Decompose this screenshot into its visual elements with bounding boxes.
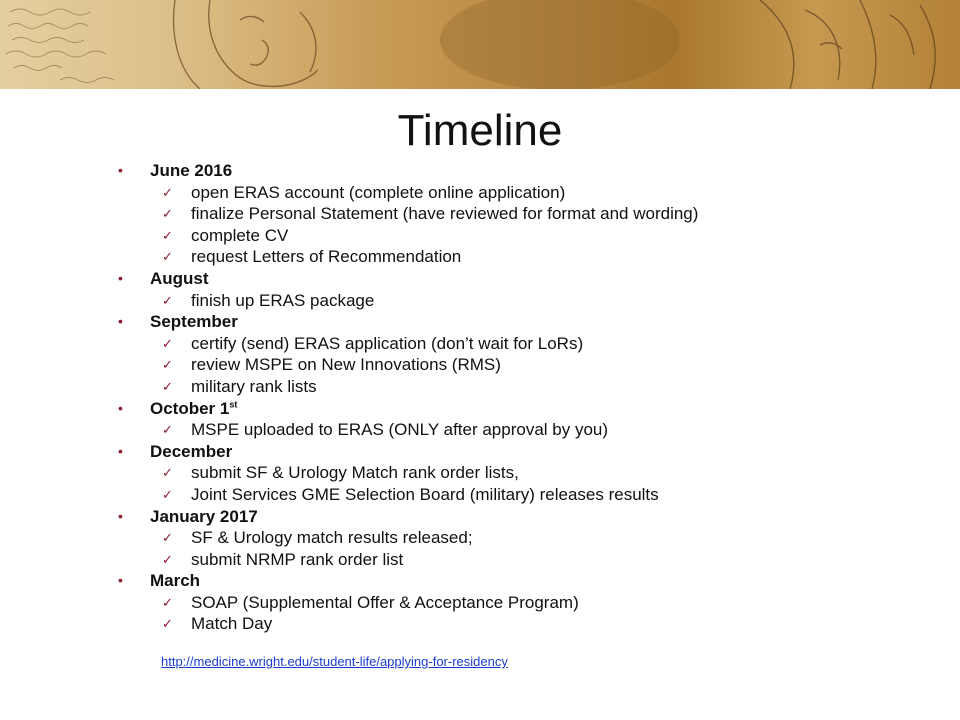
bullet-icon: • (118, 507, 123, 524)
group-heading: • June 2016 (118, 161, 233, 180)
sketch-artwork-image (0, 0, 960, 89)
list-item: ✓ review MSPE on New Innovations (RMS) (162, 355, 501, 375)
timeline-group-october (118, 398, 898, 441)
timeline-group-december (118, 441, 898, 506)
residency-info-link[interactable]: http://medicine.wright.edu/student-life/applying-for-residency (161, 654, 508, 669)
checkmark-icon: ✓ (162, 378, 173, 394)
ordinal-suffix: st (229, 398, 238, 409)
list-item: ✓ Match Day (162, 614, 273, 634)
checkmark-icon: ✓ (162, 551, 173, 567)
list-item: ✓ submit NRMP rank order list (162, 549, 404, 569)
checkmark-icon: ✓ (162, 249, 173, 265)
list-item: ✓ MSPE uploaded to ERAS (ONLY after approval by you) (162, 420, 609, 440)
checkmark-icon: ✓ (162, 206, 173, 222)
timeline-list (118, 160, 898, 635)
checkmark-icon: ✓ (162, 594, 173, 610)
bullet-icon: • (118, 269, 123, 286)
bullet-icon: • (118, 313, 123, 330)
group-heading: • October 1st (118, 398, 238, 418)
list-item: ✓ SF & Urology match results released; (162, 528, 473, 548)
bullet-icon: • (118, 399, 123, 416)
timeline-group-march (118, 570, 898, 635)
group-heading: • August (118, 268, 209, 288)
timeline-group-september (118, 311, 898, 397)
checkmark-icon: ✓ (162, 486, 173, 502)
list-item: ✓ finalize Personal Statement (have reviewed for format and wording) (162, 204, 699, 224)
list-item: ✓ finish up ERAS package (162, 290, 375, 310)
checkmark-icon: ✓ (162, 616, 173, 632)
list-item: ✓ request Letters of Recommendation (162, 247, 462, 267)
checkmark-icon: ✓ (162, 357, 173, 373)
timeline-group-june-2016 (118, 160, 898, 268)
checkmark-icon: ✓ (162, 292, 173, 308)
list-item: ✓ military rank lists (162, 376, 317, 396)
checkmark-icon: ✓ (162, 530, 173, 546)
list-item: ✓ certify (send) ERAS application (don’t wait for LoRs) (162, 333, 584, 353)
slide-title: Timeline (397, 106, 563, 155)
group-heading: • January 2017 (118, 506, 258, 526)
bullet-icon: • (118, 162, 123, 178)
list-item: ✓ open ERAS account (complete online application) (162, 182, 566, 202)
checkmark-icon: ✓ (162, 227, 173, 243)
checkmark-icon: ✓ (162, 335, 173, 351)
checkmark-icon: ✓ (162, 422, 173, 438)
list-item: ✓ submit SF & Urology Match rank order lists, (162, 463, 519, 483)
header-banner (0, 0, 960, 89)
timeline-group-january-2017 (118, 506, 898, 571)
bullet-icon: • (118, 442, 123, 459)
bullet-icon: • (118, 572, 123, 589)
list-item: ✓ SOAP (Supplemental Offer & Acceptance Program) (162, 592, 579, 612)
checkmark-icon: ✓ (162, 465, 173, 481)
group-heading: • March (118, 571, 201, 591)
group-heading: • December (118, 441, 233, 461)
group-heading: • September (118, 312, 238, 332)
checkmark-icon: ✓ (162, 184, 173, 200)
list-item: ✓ complete CV (162, 225, 289, 245)
timeline-group-august (118, 268, 898, 311)
list-item: ✓ Joint Services GME Selection Board (military) releases results (162, 484, 659, 504)
